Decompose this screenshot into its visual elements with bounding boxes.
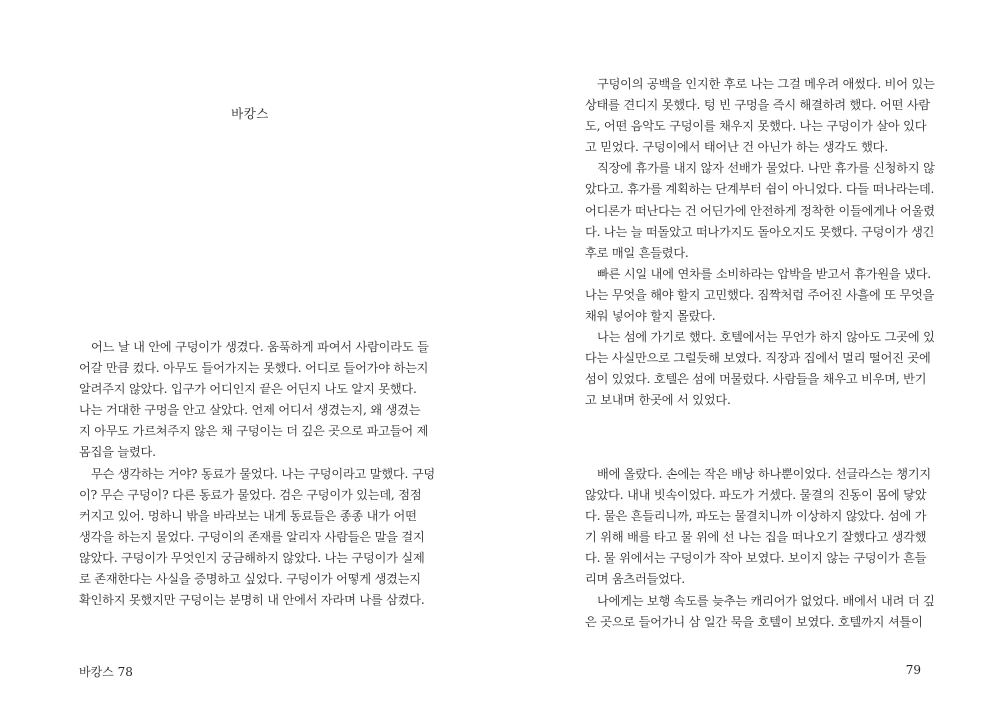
- text-line: 다는 사실만으로 그럴듯해 보였다. 직장과 집에서 멀리 떨어진 곳에: [585, 351, 931, 366]
- text-line: 후로 매일 흔들렸다.: [585, 245, 689, 260]
- text-line: 어느 날 내 안에 구덩이가 생겼다. 움푹하게 파여서 사람이라도 들: [91, 340, 429, 354]
- text-line: 이? 무슨 구덩이? 다른 동료가 물었다. 검은 구덩이가 있는데, 점점: [79, 487, 422, 502]
- text-line: 로 존재한다는 사실을 증명하고 싶었다. 구덩이가 어떻게 생겼는지: [79, 572, 421, 587]
- text-line: 은 곳으로 들어가니 삼 일간 묵을 호텔이 보였다. 호텔까지 셔틀이: [585, 614, 923, 629]
- text-line: 나는 섬에 가기로 했다. 호텔에서는 무언가 하지 않아도 그곳에 있: [597, 330, 935, 345]
- text-line: 어디론가 떠난다는 건 어딘가에 안전하게 정착한 이들에게나 어울렸: [585, 203, 935, 218]
- text-line: 고 보내며 한곳에 서 있었다.: [585, 393, 731, 408]
- text-line: 채워 넣어야 할지 몰랐다.: [585, 309, 716, 324]
- text-line: 몸집을 늘렸다.: [79, 445, 156, 460]
- right-body-text-top: [585, 74, 935, 412]
- text-line: 직장에 휴가를 내지 않자 선배가 물었다. 나만 휴가를 신청하지 않: [597, 161, 935, 176]
- text-line: 기 위해 배를 타고 물 위에 선 나는 집을 떠나오기 잘했다고 생각했: [585, 530, 927, 545]
- text-line: 다. 물 위에서는 구덩이가 작아 보였다. 보이지 않는 구덩이가 흔들: [585, 551, 927, 566]
- text-line: 리며 움츠러들었다.: [585, 572, 685, 587]
- text-line: 지 아무도 가르쳐주지 않은 채 구덩이는 더 깊은 곳으로 파고들어 제: [79, 424, 429, 439]
- text-line: 나는 거대한 구멍을 안고 살았다. 언제 어디서 생겼는지, 왜 생겼는: [79, 403, 421, 418]
- text-line: 생각을 하는지 물었다. 구덩이의 존재를 알리자 사람들은 말을 걸지: [79, 529, 425, 544]
- text-line: 구덩이의 공백을 인지한 후로 나는 그걸 메우려 애썼다. 비어 있는: [597, 77, 935, 91]
- text-line: 나에게는 보행 속도를 늦추는 캐리어가 없었다. 배에서 내려 더 깊: [597, 593, 935, 608]
- text-line: 않았다. 내내 빗속이었다. 파도가 거셌다. 물결의 진동이 몸에 닿았: [585, 488, 927, 503]
- page-number-right: 79: [905, 663, 921, 677]
- text-line: 았다고. 휴가를 계획하는 단계부터 쉼이 아니었다. 다들 떠나라는데.: [585, 182, 935, 197]
- section-title: 바캉스: [231, 106, 269, 121]
- right-page: [500, 0, 1000, 709]
- left-body-text: [79, 337, 435, 611]
- page-number-left: 바캉스 78: [79, 665, 133, 679]
- text-line: 빠른 시일 내에 연차를 소비하라는 압박을 받고서 휴가원을 냈다.: [597, 266, 931, 281]
- text-line: 상태를 견디지 못했다. 텅 빈 구멍을 즉시 해결하려 했다. 어떤 사람: [585, 98, 930, 113]
- text-line: 도, 어떤 음악도 구덩이를 채우지 못했다. 나는 구덩이가 살아 있다: [585, 119, 927, 134]
- text-line: 다. 물은 흔들리니까, 파도는 물결치니까 이상하지 않았다. 섬에 가: [585, 509, 927, 524]
- text-line: 어갈 만큼 컸다. 아무도 들어가지는 못했다. 어디로 들어가야 하는지: [79, 361, 429, 376]
- text-line: 배에 올랐다. 손에는 작은 배낭 하나뿐이었다. 선글라스는 챙기지: [597, 467, 931, 481]
- text-line: 고 믿었다. 구덩이에서 태어난 건 아닌가 하는 생각도 했다.: [585, 140, 888, 155]
- text-line: 무슨 생각하는 거야? 동료가 물었다. 나는 구덩이라고 말했다. 구덩: [91, 466, 435, 481]
- text-line: 섬이 있었다. 호텔은 섬에 머물렀다. 사람들을 채우고 비우며, 반기: [585, 372, 927, 387]
- text-line: 나는 무엇을 해야 할지 고민했다. 짐짝처럼 주어진 사흘에 또 무엇을: [585, 287, 935, 302]
- text-line: 확인하지 못했지만 구덩이는 분명히 내 안에서 자라며 나를 삼켰다.: [79, 593, 425, 608]
- right-body-text-bottom: [585, 464, 935, 633]
- text-line: 커지고 있어. 멍하니 밖을 바라보는 내게 동료들은 종종 내가 어떤: [79, 508, 417, 523]
- text-line: 않았다. 구덩이가 무엇인지 궁금해하지 않았다. 나는 구덩이가 실제: [79, 550, 425, 565]
- text-line: 다. 나는 늘 떠돌았고 떠나가지도 돌아오지도 못했다. 구덩이가 생긴: [585, 224, 935, 239]
- text-line: 알려주지 않았다. 입구가 어디인지 끝은 어딘지 나도 알지 못했다.: [79, 382, 417, 397]
